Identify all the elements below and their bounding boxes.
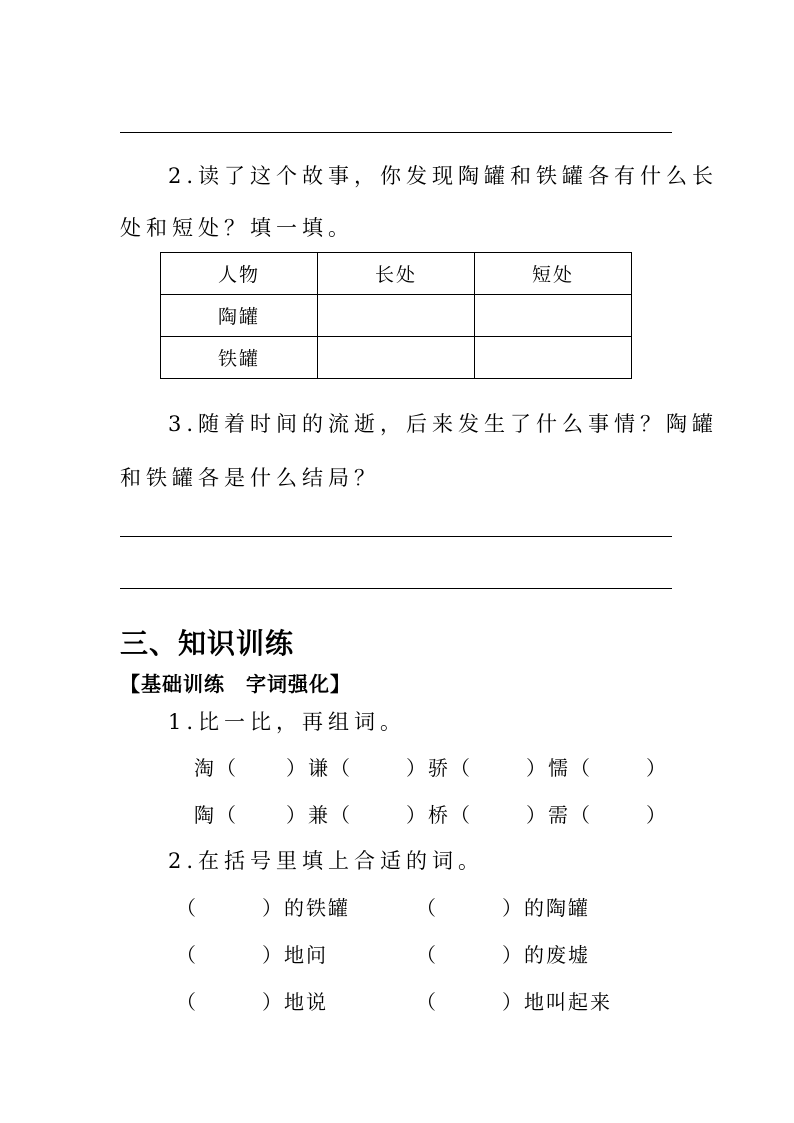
section-title: 三、知识训练 bbox=[120, 627, 295, 660]
table-header-cell: 人物 bbox=[161, 253, 318, 295]
table-header-row bbox=[161, 253, 632, 295]
table-row bbox=[161, 337, 632, 379]
question-2-line-2: 处和短处？填一填。 bbox=[120, 216, 354, 240]
compare-row-1-item: 淘（ bbox=[194, 756, 238, 780]
compare-row-1-item: ） bbox=[646, 756, 668, 780]
table-row-label: 陶罐 bbox=[161, 295, 318, 337]
subsection-title: 【基础训练 字词强化】 bbox=[120, 672, 351, 696]
compare-row-2-item: ）兼（ bbox=[286, 803, 352, 827]
compare-row-2-item: ） bbox=[646, 803, 668, 827]
fill-blank-open: （ bbox=[176, 896, 198, 920]
table-answer-cell[interactable] bbox=[318, 295, 475, 337]
fill-blank-phrase: ）的废墟 bbox=[502, 943, 590, 967]
answer-line-2[interactable] bbox=[120, 536, 672, 537]
fill-blank-phrase: ）的铁罐 bbox=[262, 896, 350, 920]
compare-row-2-item: ）需（ bbox=[526, 803, 592, 827]
question-3-line-2: 和铁罐各是什么结局？ bbox=[120, 466, 380, 490]
compare-row-2-item: 陶（ bbox=[194, 803, 238, 827]
table-answer-cell[interactable] bbox=[475, 337, 632, 379]
fill-blank-phrase: ）地叫起来 bbox=[502, 990, 612, 1014]
question-3-line-1: 3.随着时间的流逝，后来发生了什么事情？陶罐 bbox=[168, 412, 719, 436]
table-header-cell: 长处 bbox=[318, 253, 475, 295]
strengths-weaknesses-table bbox=[160, 252, 632, 379]
fill-blank-phrase: ）的陶罐 bbox=[502, 896, 590, 920]
compare-row-2-item: ）桥（ bbox=[406, 803, 472, 827]
fill-blank-phrase: ）地说 bbox=[262, 990, 328, 1014]
table-answer-cell[interactable] bbox=[318, 337, 475, 379]
table-row bbox=[161, 295, 632, 337]
fill-blank-open: （ bbox=[416, 943, 438, 967]
table-answer-cell[interactable] bbox=[475, 295, 632, 337]
compare-row-1-item: ）骄（ bbox=[406, 756, 472, 780]
compare-row-1-item: ）懦（ bbox=[526, 756, 592, 780]
fill-blank-open: （ bbox=[176, 943, 198, 967]
exercise-1-prompt: 1.比一比，再组词。 bbox=[168, 710, 407, 734]
compare-row-1-item: ）谦（ bbox=[286, 756, 352, 780]
answer-line-3[interactable] bbox=[120, 588, 672, 589]
fill-blank-open: （ bbox=[416, 896, 438, 920]
fill-blank-open: （ bbox=[416, 990, 438, 1014]
answer-line-1[interactable] bbox=[120, 132, 672, 133]
question-2-line-1: 2.读了这个故事，你发现陶罐和铁罐各有什么长 bbox=[168, 164, 719, 188]
exercise-2-prompt: 2.在括号里填上合适的词。 bbox=[168, 849, 485, 873]
table-row-label: 铁罐 bbox=[161, 337, 318, 379]
fill-blank-open: （ bbox=[176, 990, 198, 1014]
fill-blank-phrase: ）地问 bbox=[262, 943, 328, 967]
table-header-cell: 短处 bbox=[475, 253, 632, 295]
